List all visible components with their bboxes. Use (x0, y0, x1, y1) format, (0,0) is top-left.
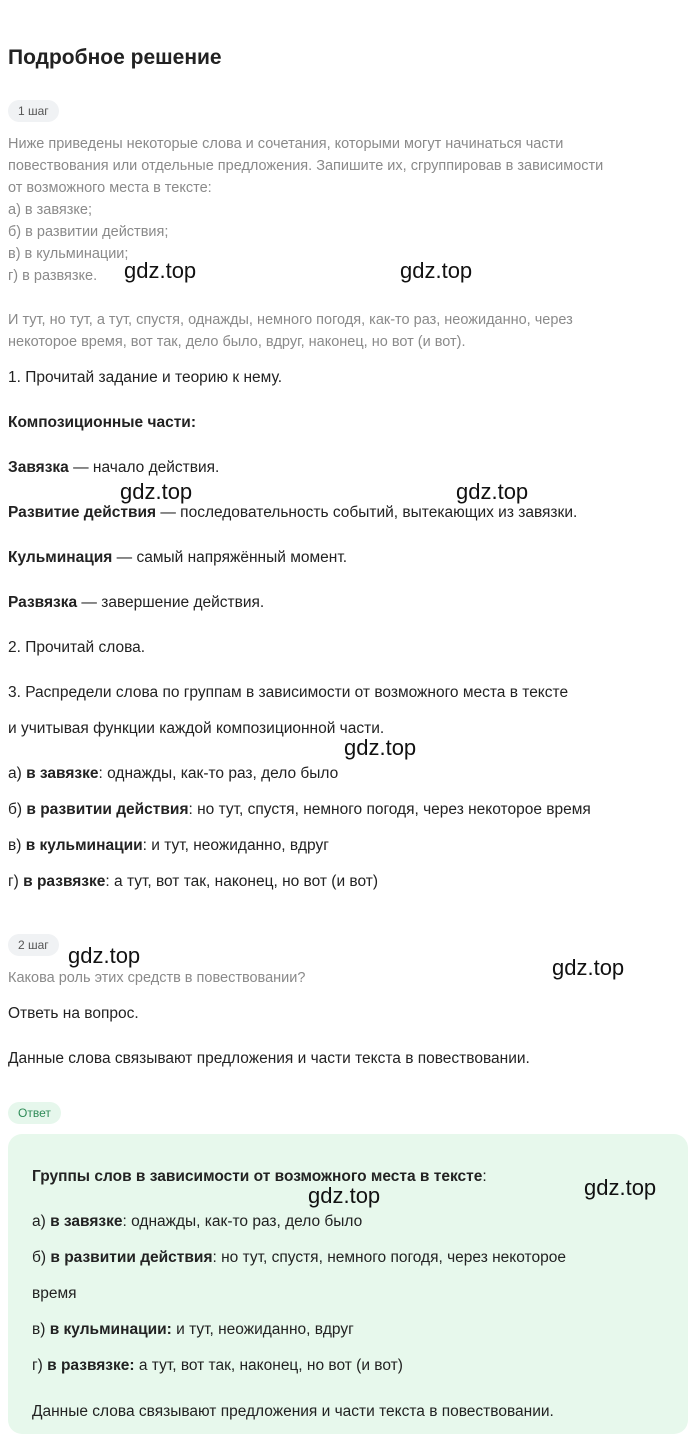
answer-item (32, 1357, 403, 1375)
answer-item (32, 1249, 566, 1267)
answer-prefix: г) (32, 1357, 48, 1374)
answer-term: в развязке: (47, 1357, 135, 1374)
answer-prefix: б) (32, 1249, 51, 1266)
step-1-badge: 1 шаг (8, 100, 59, 122)
watermark: gdz.top (344, 735, 417, 760)
group-words: : и тут, неожиданно, вдруг (142, 837, 329, 854)
watermark: gdz.top (120, 479, 193, 504)
task-line: повествования или отдельные предложения. Запишите их, сгруппировав в зависимости (8, 158, 604, 174)
group-item (8, 801, 591, 819)
step-2-question: Какова роль этих средств в повествовании? (8, 970, 306, 986)
instruction-3-line: 3. Распредели слова по группам в зависимости от возможного места в тексте (8, 684, 569, 701)
task-line: Ниже приведены некоторые слова и сочетания, которыми могут начинаться части (8, 136, 564, 152)
parts-heading (8, 414, 196, 432)
answer-summary: Данные слова связывают предложения и части текста в повествовании. (32, 1403, 554, 1420)
theory-term: Завязка (8, 459, 69, 476)
group-words: : однажды, как-то раз, дело было (98, 765, 339, 782)
theory-term: Кульминация (8, 549, 113, 566)
answer-words: : однажды, как-то раз, дело было (122, 1213, 363, 1230)
watermark: gdz.top (308, 1183, 381, 1208)
answer-prefix: а) (32, 1213, 51, 1230)
group-item (8, 837, 329, 855)
group-prefix: а) (8, 765, 27, 782)
theory-item (8, 594, 264, 612)
answer-term: в развитии действия (50, 1249, 213, 1266)
page-title: Подробное решение (8, 46, 222, 69)
parts-heading-text: Композиционные части: (8, 414, 196, 431)
answer-words: и тут, неожиданно, вдруг (171, 1321, 354, 1338)
task-line: а) в завязке; (8, 202, 93, 218)
theory-item (8, 549, 347, 567)
answer-heading-colon: : (482, 1168, 487, 1185)
step-2-instruction: Ответь на вопрос. (8, 1005, 139, 1022)
theory-item (8, 459, 219, 477)
watermark: gdz.top (584, 1175, 657, 1200)
instruction-1: 1. Прочитай задание и теорию к нему. (8, 369, 282, 386)
task-line: от возможного места в тексте: (8, 180, 212, 196)
watermark: gdz.top (456, 479, 529, 504)
answer-item (32, 1321, 354, 1339)
group-words: : но тут, спустя, немного погодя, через некоторое время (188, 801, 591, 818)
task-line: г) в развязке. (8, 268, 98, 284)
answer-prefix: в) (32, 1321, 50, 1338)
answer-item-continuation: время (32, 1285, 77, 1302)
step-2-text: Данные слова связывают предложения и части текста в повествовании. (8, 1050, 530, 1067)
task-words (8, 309, 573, 353)
watermark: gdz.top (124, 258, 197, 283)
answer-item (32, 1213, 362, 1231)
group-term: в развязке (23, 873, 106, 890)
theory-definition: — последовательность событий, вытекающих из завязки. (156, 504, 578, 521)
theory-definition: — начало действия. (68, 459, 220, 476)
group-term: в кульминации (25, 837, 143, 854)
task-line: в) в кульминации; (8, 246, 129, 262)
group-term: в завязке (26, 765, 99, 782)
answer-words: а тут, вот так, наконец, но вот (и вот) (134, 1357, 403, 1374)
task-statement (8, 133, 603, 287)
task-line: б) в развитии действия; (8, 224, 169, 240)
task-words-line: некоторое время, вот так, дело было, вдруг, наконец, но вот (и вот). (8, 334, 466, 350)
answer-words: : но тут, спустя, немного погодя, через некоторое (212, 1249, 566, 1266)
watermark: gdz.top (400, 258, 473, 283)
theory-term: Развязка (8, 594, 78, 611)
theory-definition: — завершение действия. (77, 594, 265, 611)
instruction-2: 2. Прочитай слова. (8, 639, 146, 656)
answer-term: в кульминации: (49, 1321, 172, 1338)
theory-definition: — самый напряжённый момент. (112, 549, 348, 566)
group-term: в развитии действия (26, 801, 189, 818)
watermark: gdz.top (552, 955, 625, 980)
group-prefix: б) (8, 801, 27, 818)
theory-term: Развитие действия (8, 504, 157, 521)
group-prefix: г) (8, 873, 24, 890)
group-words: : а тут, вот так, наконец, но вот (и вот) (105, 873, 379, 890)
answer-badge: Ответ (8, 1102, 61, 1124)
watermark: gdz.top (68, 943, 141, 968)
step-2-badge: 2 шаг (8, 934, 59, 956)
instruction-3-line: и учитывая функции каждой композиционной части. (8, 720, 385, 737)
group-item (8, 873, 378, 891)
answer-heading (32, 1168, 487, 1186)
answer-heading-text: Группы слов в зависимости от возможного места в тексте (32, 1168, 483, 1185)
group-item (8, 765, 338, 783)
answer-term: в завязке (50, 1213, 123, 1230)
group-prefix: в) (8, 837, 26, 854)
task-words-line: И тут, но тут, а тут, спустя, однажды, немного погодя, как-то раз, неожиданно, через (8, 312, 573, 328)
theory-item (8, 504, 577, 522)
